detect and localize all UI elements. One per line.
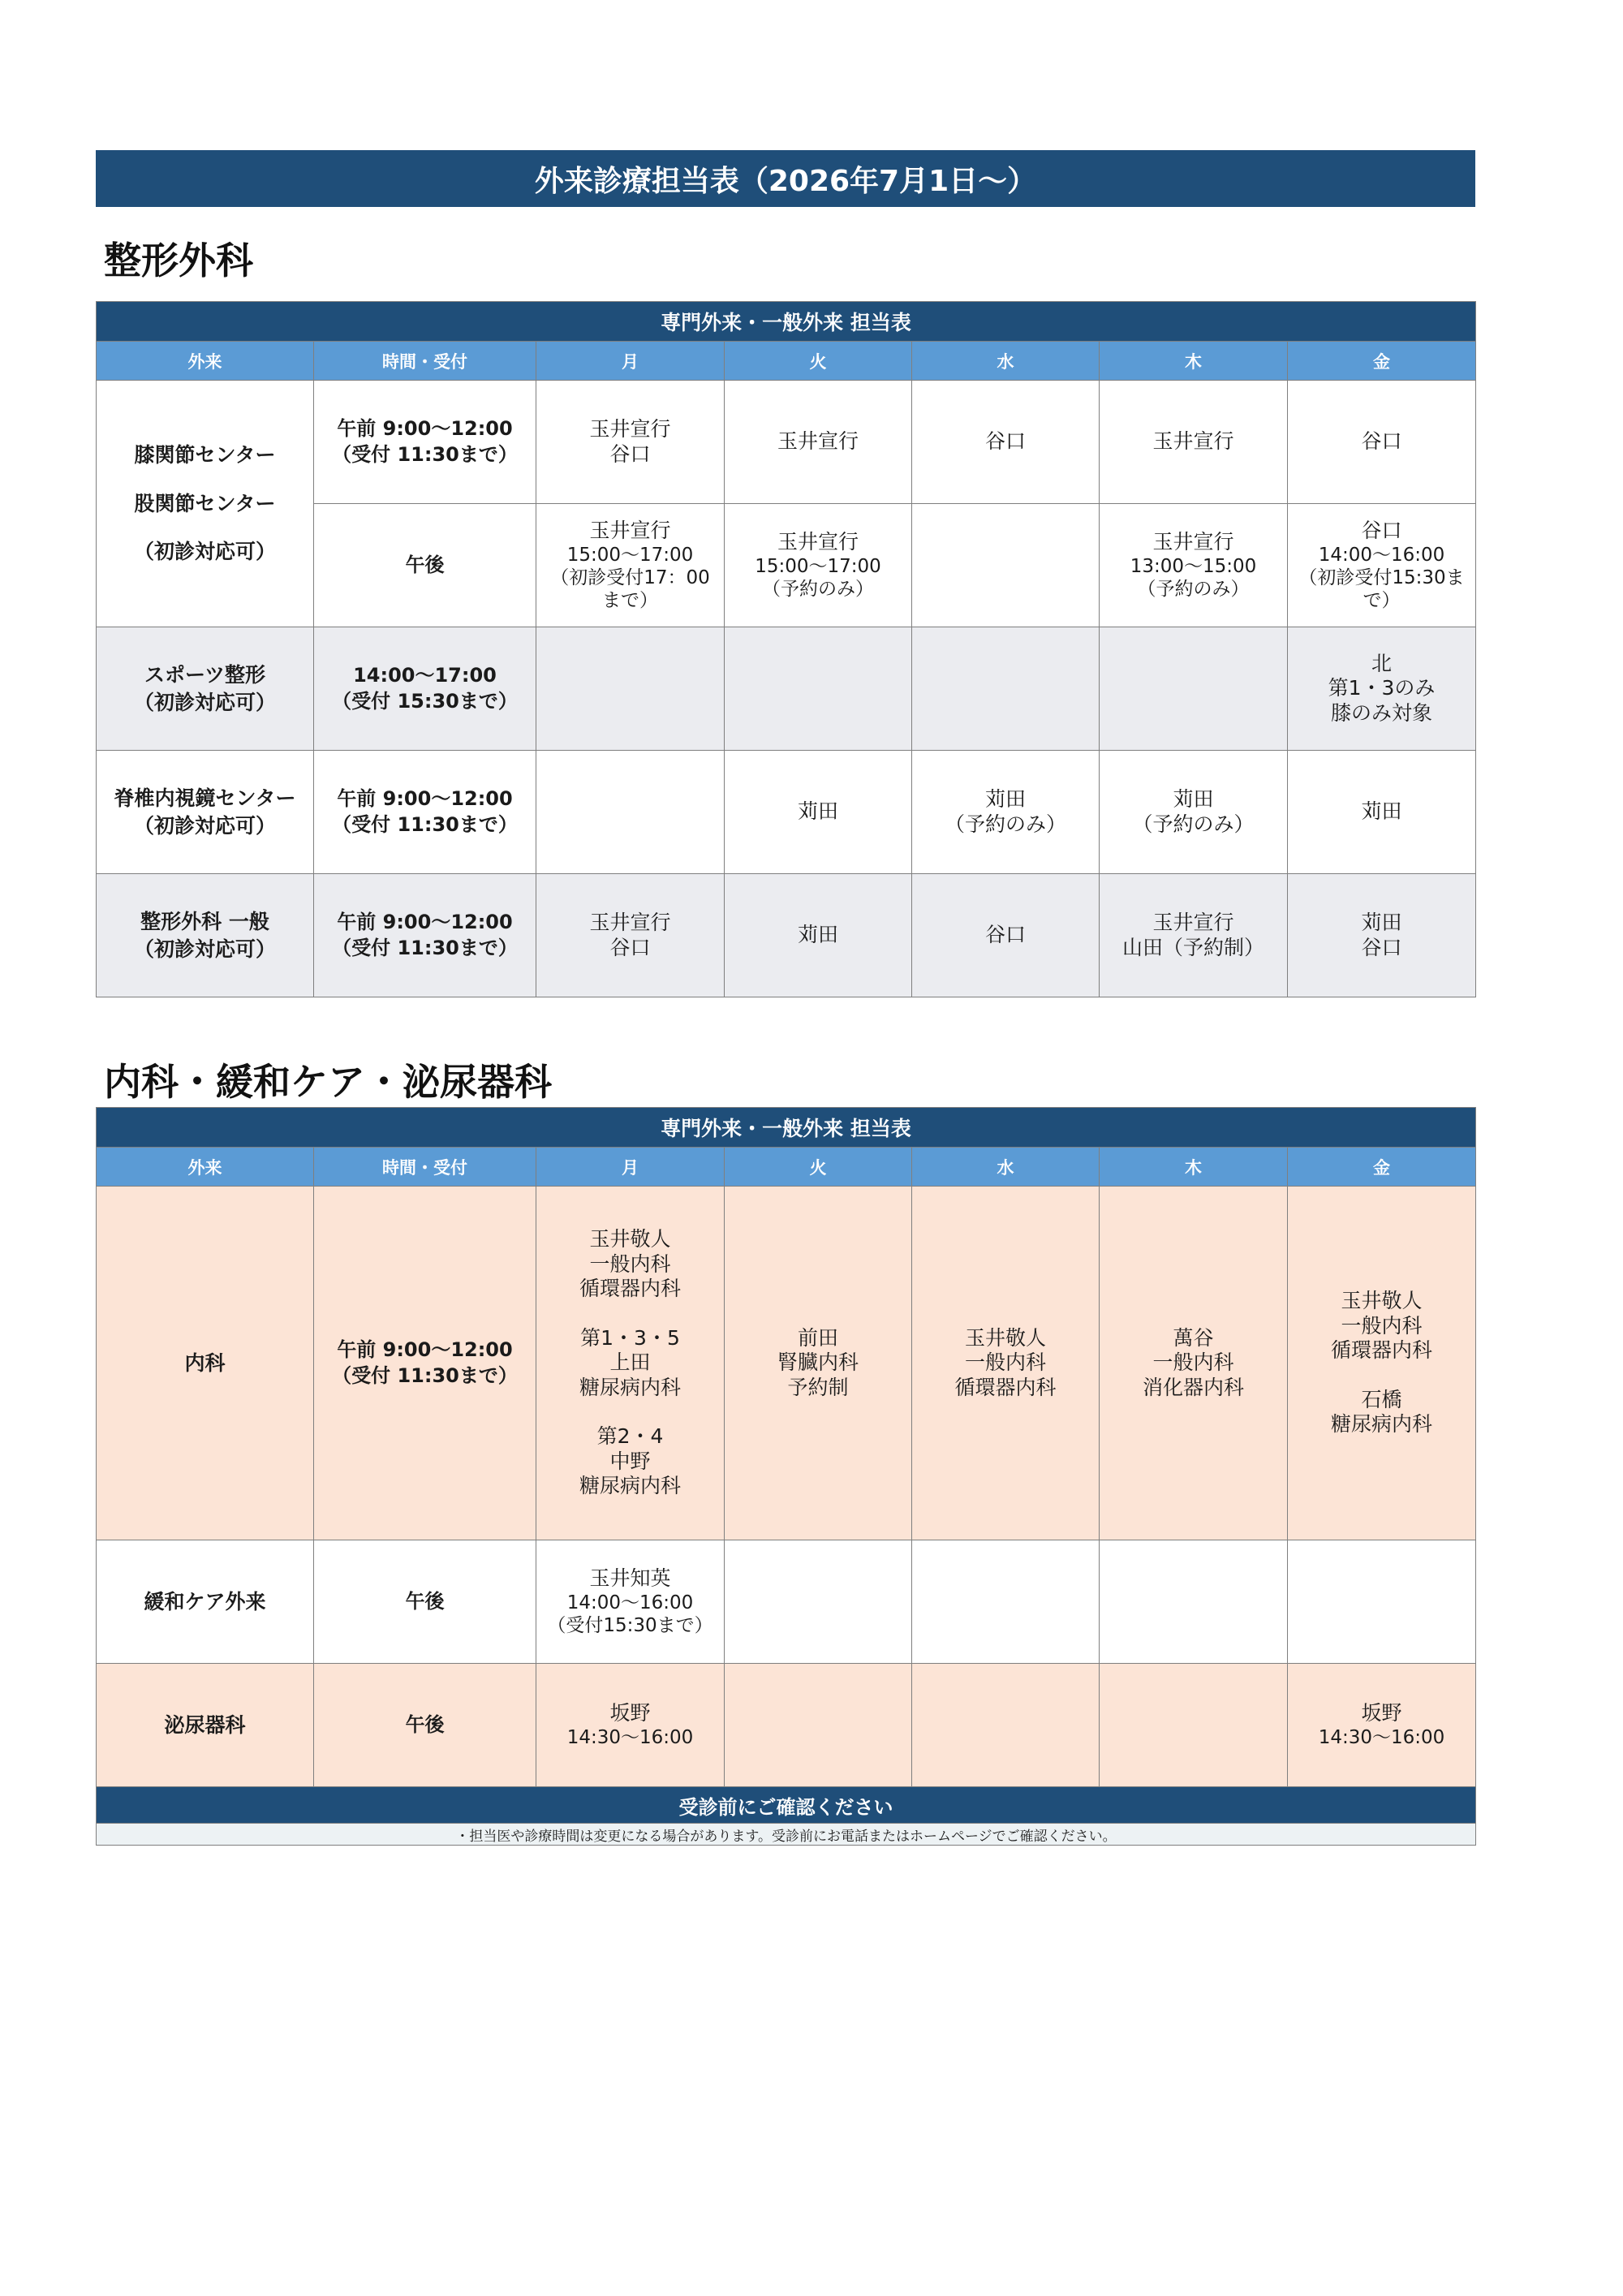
schedule-cell-tue: 前田 腎臓内科 予約制 [725,1187,912,1540]
schedule-cell-mon [536,627,725,751]
header-wed: 水 [912,1148,1100,1187]
schedule-cell-thu: 玉井宣行 [1100,381,1288,504]
table-header-row [97,342,1476,381]
department-urology: 泌尿器科 [97,1664,314,1787]
table-caption: 専門外来・一般外来 担当表 [97,302,1476,342]
header-time: 時間・受付 [314,342,536,381]
schedule-cell-mon: 坂野 14:30〜16:00 [536,1664,725,1787]
schedule-cell-wed: 玉井敬人 一般内科 循環器内科 [912,1187,1100,1540]
schedule-cell-wed [912,1664,1100,1787]
header-mon: 月 [536,1148,725,1187]
schedule-cell-thu [1100,1664,1288,1787]
department-knee-hip-center: 膝関節センター 股関節センター （初診対応可） [97,381,314,627]
table-row-general-orthopedics [97,874,1476,997]
time-cell: 午前 9:00〜12:00 （受付 11:30まで） [314,1187,536,1540]
header-time: 時間・受付 [314,1148,536,1187]
schedule-cell-fri: 坂野 14:30〜16:00 [1288,1664,1476,1787]
time-cell: 午後 [314,1540,536,1664]
table-row-knee-am [97,381,1476,504]
table-header-row [97,1148,1476,1187]
schedule-cell-thu: 玉井宣行 13:00〜15:00 （予約のみ） [1100,504,1288,627]
header-mon: 月 [536,342,725,381]
schedule-cell-mon: 玉井知英 14:00〜16:00 （受付15:30まで） [536,1540,725,1664]
department-palliative-care: 緩和ケア外来 [97,1540,314,1664]
department-internal-medicine: 内科 [97,1187,314,1540]
schedule-cell-thu: 萬谷 一般内科 消化器内科 [1100,1187,1288,1540]
page-title: 外来診療担当表（2026年7月1日〜） [96,150,1475,207]
header-fri: 金 [1288,1148,1476,1187]
schedule-cell-fri: 谷口 14:00〜16:00 （初診受付15:30ま で） [1288,504,1476,627]
schedule-cell-fri [1288,1540,1476,1664]
header-thu: 木 [1100,342,1288,381]
header-fri: 金 [1288,342,1476,381]
schedule-cell-tue: 苅田 [725,874,912,997]
schedule-cell-thu [1100,627,1288,751]
schedule-cell-wed: 苅田 （予約のみ） [912,751,1100,874]
department-general-orthopedics: 整形外科 一般 （初診対応可） [97,874,314,997]
header-tue: 火 [725,1148,912,1187]
schedule-cell-fri: 谷口 [1288,381,1476,504]
table-row-spine [97,751,1476,874]
notice-heading: 受診前にご確認ください [97,1787,1476,1824]
time-cell: 午後 [314,504,536,627]
department-sports-orthopedics: スポーツ整形 （初診対応可） [97,627,314,751]
schedule-cell-fri: 苅田 谷口 [1288,874,1476,997]
time-cell: 午前 9:00〜12:00 （受付 11:30まで） [314,381,536,504]
schedule-cell-mon [536,751,725,874]
schedule-cell-wed [912,1540,1100,1664]
header-thu: 木 [1100,1148,1288,1187]
schedule-cell-mon: 玉井宣行 谷口 [536,381,725,504]
header-tue: 火 [725,342,912,381]
department-spine-endoscopy-center: 脊椎内視鏡センター （初診対応可） [97,751,314,874]
schedule-cell-tue: 玉井宣行 [725,381,912,504]
schedule-cell-tue [725,627,912,751]
time-cell: 午後 [314,1664,536,1787]
schedule-cell-wed [912,504,1100,627]
schedule-cell-tue [725,1664,912,1787]
section-title-internal-medicine: 内科・緩和ケア・泌尿器科 [104,1060,552,1104]
schedule-cell-mon: 玉井宣行 谷口 [536,874,725,997]
schedule-cell-tue [725,1540,912,1664]
schedule-cell-tue: 玉井宣行 15:00〜17:00 （予約のみ） [725,504,912,627]
orthopedics-schedule-table [96,301,1476,997]
header-department: 外来 [97,1148,314,1187]
time-cell: 午前 9:00〜12:00 （受付 11:30まで） [314,874,536,997]
table-row-internal-medicine [97,1187,1476,1540]
table-row-sports [97,627,1476,751]
schedule-cell-fri: 玉井敬人 一般内科 循環器内科 石橋 糖尿病内科 [1288,1187,1476,1540]
time-cell: 14:00〜17:00 （受付 15:30まで） [314,627,536,751]
schedule-cell-thu: 苅田 （予約のみ） [1100,751,1288,874]
section-title-orthopedics: 整形外科 [104,239,253,282]
schedule-cell-mon: 玉井敬人 一般内科 循環器内科 第1・3・5 上田 糖尿病内科 第2・4 中野 糖尿病内科 [536,1187,725,1540]
table-row-urology [97,1664,1476,1787]
schedule-cell-wed [912,627,1100,751]
table-row-palliative-care [97,1540,1476,1664]
schedule-cell-thu [1100,1540,1288,1664]
schedule-cell-mon: 玉井宣行 15:00〜17:00 （初診受付17：00 まで） [536,504,725,627]
schedule-cell-wed: 谷口 [912,381,1100,504]
table-caption: 専門外来・一般外来 担当表 [97,1108,1476,1148]
notice-text: ・担当医や診療時間は変更になる場合があります。受診前にお電話またはホームページでご確認ください。 [97,1824,1476,1846]
header-department: 外来 [97,342,314,381]
schedule-cell-tue: 苅田 [725,751,912,874]
header-wed: 水 [912,342,1100,381]
schedule-cell-thu: 玉井宣行 山田（予約制） [1100,874,1288,997]
schedule-cell-wed: 谷口 [912,874,1100,997]
schedule-cell-fri: 北 第1・3のみ 膝のみ対象 [1288,627,1476,751]
schedule-cell-fri: 苅田 [1288,751,1476,874]
time-cell: 午前 9:00〜12:00 （受付 11:30まで） [314,751,536,874]
internal-medicine-schedule-table [96,1107,1476,1846]
